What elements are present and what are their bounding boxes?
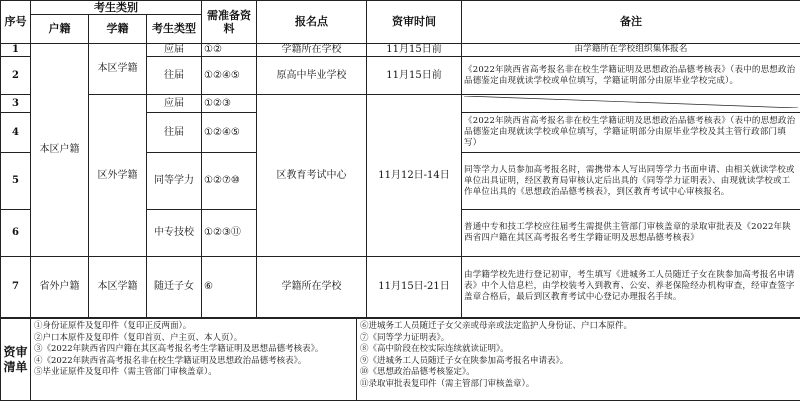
time-cell: 11月15日-21日 bbox=[367, 256, 462, 317]
row-seq: 5 bbox=[1, 153, 31, 210]
checklist-item: ⑪录取审批表复印件（需主管部门审核盖章）。 bbox=[360, 378, 535, 389]
checklist-item: ③《2022年陕西省四户籍在其区高考报名考生学籍证明及思想品德考核表》。 bbox=[34, 344, 324, 354]
time-cell: 11月15日前 bbox=[367, 43, 462, 56]
row-seq: 6 bbox=[1, 210, 31, 257]
location-cell: 学籍所在学校 bbox=[257, 43, 367, 56]
row-seq: 4 bbox=[1, 112, 31, 153]
header-seq: 序号 bbox=[1, 1, 31, 44]
materials-checklist bbox=[0, 318, 800, 401]
header-huji: 户籍 bbox=[31, 15, 89, 43]
header-type: 考生类型 bbox=[147, 15, 202, 43]
time-cell: 11月15日前 bbox=[367, 56, 462, 95]
remark-cell: 由学籍所在学校组织集体报名 bbox=[462, 43, 800, 56]
table-row bbox=[1, 95, 800, 112]
type-cell: 往届 bbox=[147, 112, 202, 153]
type-cell: 往届 bbox=[147, 56, 202, 95]
row-seq: 3 bbox=[1, 95, 31, 112]
remark-cell: 《2022年陕西省高考报名非在校生学籍证明及思想政治品德考核表》（表中的思想政治品德鉴定由现就读学校或单位填写，学籍证明部分由原毕业学校及其主管行政部门填写） bbox=[462, 112, 800, 153]
materials-cell: ①②⑦⑩ bbox=[202, 153, 257, 210]
remark-cell: 普通中专和技工学校应往届考生需提供主管部门审核盖章的录取审批表及《2022年陕西省四户籍在其区高考报名考生学籍证明及思想品德考核表》 bbox=[462, 210, 800, 257]
location-cell: 原高中毕业学校 bbox=[257, 56, 367, 95]
materials-cell: ⑥ bbox=[202, 256, 257, 317]
row-seq: 7 bbox=[1, 256, 31, 317]
header-materials: 需准备资料 bbox=[202, 1, 257, 44]
checklist-label: 资审清单 bbox=[1, 319, 31, 401]
checklist-item: ①身份证原件及复印件（复印正反两面）。 bbox=[34, 321, 192, 331]
remark-cell: 由学籍学校先进行登记初审，考生填写《进城务工人员随迁子女在陕参加高考报名申请表》中个人信息栏，由学校装考入到教育、公安、养老保险经办机构审查，经审查签字盖章合格后，最后到区教育考试中心登记办理报名手续。 bbox=[462, 256, 800, 317]
header-location: 报名点 bbox=[257, 1, 367, 44]
remark-empty-cell bbox=[462, 95, 800, 112]
type-cell: 随迁子女 bbox=[147, 256, 202, 317]
header-remarks: 备注 bbox=[462, 1, 800, 44]
materials-cell: ①②③ bbox=[202, 95, 257, 112]
header-category: 考生类别 bbox=[31, 1, 202, 15]
xueji-outside-cell: 区外学籍 bbox=[89, 95, 147, 257]
location-center-cell: 区教育考试中心 bbox=[257, 95, 367, 257]
row-seq: 2 bbox=[1, 56, 31, 95]
materials-cell: ①② bbox=[202, 43, 257, 56]
checklist-item: ⑤毕业证原件及复印件（需主管部门审核盖章）。 bbox=[34, 367, 217, 377]
table-row bbox=[1, 256, 800, 317]
table-row bbox=[1, 43, 800, 56]
checklist-item: ④《2022年陕西省高考报名非在校生学籍证明及思想政治品德考核表》。 bbox=[34, 355, 307, 366]
checklist-item: ⑥进城务工人员随迁子女父亲或母亲或法定监护人身份证、户口本原件。 bbox=[360, 321, 633, 331]
materials-cell: ①②④⑤ bbox=[202, 112, 257, 153]
remark-cell: 《2022年陕西省高考报名非在校生学籍证明及思想政治品德考核表》（表中的思想政治品德鉴定由现就读学校或单位填写，学籍证明部分由原毕业学校完成）。 bbox=[462, 56, 800, 95]
time-center-cell: 11月12日-14日 bbox=[367, 95, 462, 257]
type-cell: 应届 bbox=[147, 95, 202, 112]
checklist-item: ⑧《高中阶段在校实际连续就读证明》。 bbox=[360, 344, 509, 354]
checklist-item: ②户口本原件及复印件（复印首页、户主页、本人页）。 bbox=[34, 332, 243, 343]
type-cell: 中专技校 bbox=[147, 210, 202, 257]
materials-cell: ①②③⑪ bbox=[202, 210, 257, 257]
header-xueji: 学籍 bbox=[89, 15, 147, 43]
checklist-left bbox=[31, 319, 357, 401]
row-seq: 1 bbox=[1, 43, 31, 56]
type-cell: 同等学力 bbox=[147, 153, 202, 210]
checklist-item: ⑦《同等学力证明表》。 bbox=[360, 332, 450, 343]
checklist-item: ⑩《思想政治品德考核鉴定》。 bbox=[360, 367, 475, 377]
header-time: 资审时间 bbox=[367, 1, 462, 44]
type-cell: 应届 bbox=[147, 43, 202, 56]
diagonal-line bbox=[464, 96, 798, 108]
materials-cell: ①②④⑤ bbox=[202, 56, 257, 95]
checklist-item: ⑨《进城务工人员随迁子女在陕参加高考报名申请表》。 bbox=[360, 355, 569, 366]
huji-cell: 省外户籍 bbox=[31, 256, 89, 317]
location-cell: 学籍所在学校 bbox=[257, 256, 367, 317]
remark-cell: 同等学力人员参加高考报名时，需携带本人写出同等学力书面申请、由相关就读学校或单位出具证明，经区教育局审核认定后出具的《同等学力证明表》、由现就读学校或工作单位出具的《思想政治品德考核表》，到区教育考试中心审核报名。 bbox=[462, 153, 800, 210]
huji-local-cell: 本区户籍 bbox=[31, 43, 89, 256]
xueji-cell: 本区学籍 bbox=[89, 256, 147, 317]
xueji-local-cell: 本区学籍 bbox=[89, 43, 147, 95]
checklist-right bbox=[357, 319, 800, 401]
